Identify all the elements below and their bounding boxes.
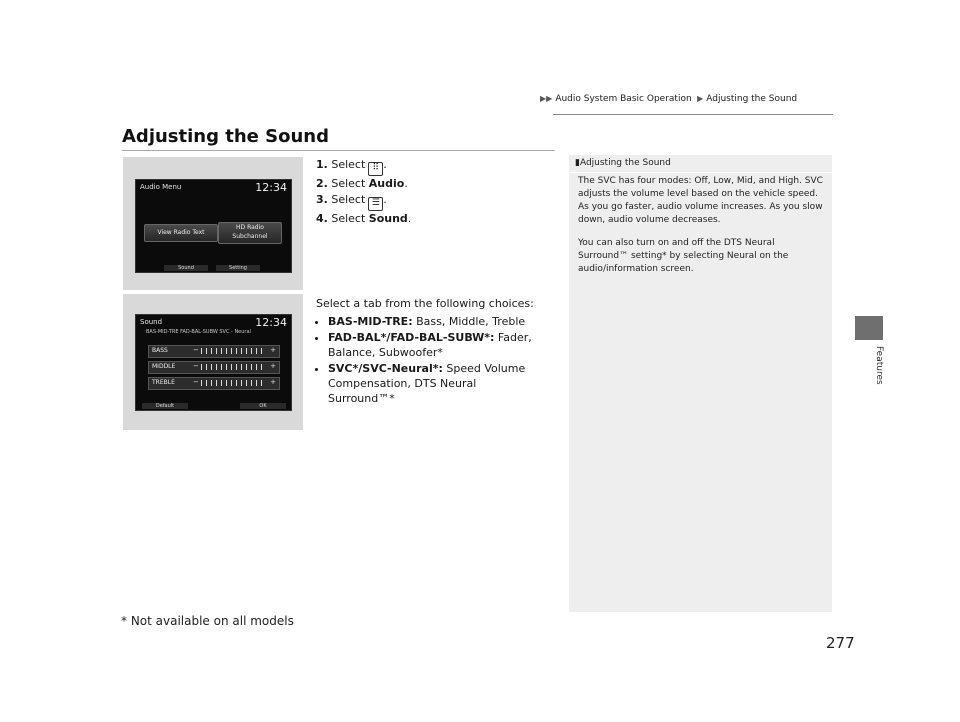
note-body <box>578 175 826 286</box>
screenshot-sound <box>123 294 303 430</box>
sound-screen <box>135 314 292 411</box>
section-tab <box>855 316 883 340</box>
minus-icon: − <box>193 346 199 354</box>
step-2: 2. Select Audio. <box>316 177 408 190</box>
note-paragraph: You can also turn on and off the DTS Neural Surround™ setting* by selecting Neural on the audio/information screen. <box>578 238 789 274</box>
audio-menu-screen <box>135 179 292 273</box>
footnote: * Not available on all models <box>121 614 294 628</box>
header-rule <box>553 114 833 115</box>
breadcrumb <box>540 94 797 104</box>
choices-intro: Select a tab from the following choices: <box>316 297 534 310</box>
page-title: Adjusting the Sound <box>122 126 329 147</box>
step-4: 4. Select Sound. <box>316 212 412 225</box>
setting-softkey: Setting <box>216 265 260 271</box>
title-rule <box>122 150 555 151</box>
eq-row-middle: MIDDLE − + <box>148 361 280 374</box>
eq-row-treble: TREBLE − + <box>148 377 280 390</box>
note-panel <box>569 155 832 612</box>
screenshot-audio-menu <box>123 157 303 290</box>
eq-scale <box>201 348 263 354</box>
breadcrumb-current: Adjusting the Sound <box>706 94 798 104</box>
eq-scale <box>201 380 263 386</box>
note-heading: ▮Adjusting the Sound <box>575 158 671 168</box>
eq-scale <box>201 364 263 370</box>
view-radio-text-button: View Radio Text <box>144 224 218 242</box>
screen-clock: 12:34 <box>255 316 287 329</box>
note-paragraph: The SVC has four modes: Off, Low, Mid, and High. SVC adjusts the volume level based on the vehicle speed. As you go faster, audio volume increases. As you slow down, audio volume decreases. <box>578 176 823 225</box>
choices <box>316 296 546 407</box>
plus-icon: + <box>270 362 276 370</box>
steps-list <box>316 157 411 227</box>
minus-icon: − <box>193 362 199 370</box>
step-1: 1. Select ⠿ . <box>316 157 411 176</box>
section-tab-label: Features <box>874 346 884 385</box>
plus-icon: + <box>270 346 276 354</box>
step-3: 3. Select ☰ . <box>316 192 411 211</box>
home-icon: ⠿ <box>368 162 383 176</box>
sound-softkey: Sound <box>164 265 208 271</box>
hd-radio-button: HD Radio Subchannel <box>218 222 282 244</box>
plus-icon: + <box>270 378 276 386</box>
minus-icon: − <box>193 378 199 386</box>
breadcrumb-parent: Audio System Basic Operation <box>555 94 692 104</box>
choice-item: • FAD-BAL*/FAD-BAL-SUBW*: Fader, Balance, Subwoofer* <box>328 330 546 360</box>
choice-item: • SVC*/SVC-Neural*: Speed Volume Compensation, DTS Neural Surround™* <box>328 361 546 406</box>
arrow-icon: ▶ <box>694 94 704 103</box>
sound-tabs: BAS-MID-TRE FAD-BAL-SUBW SVC - Neural <box>146 329 251 335</box>
screen-title: Sound <box>140 318 163 326</box>
eq-row-bass: BASS − + <box>148 345 280 358</box>
note-icon: ▮ <box>575 158 580 168</box>
arrow-icon: ▶▶ <box>540 94 553 103</box>
screen-clock: 12:34 <box>255 181 287 194</box>
choice-item: • BAS-MID-TRE: Bass, Middle, Treble <box>328 314 546 329</box>
default-softkey: Default <box>142 403 188 409</box>
page-number: 277 <box>826 634 855 652</box>
ok-softkey: OK <box>240 403 286 409</box>
menu-icon: ☰ <box>368 197 383 211</box>
screen-title: Audio Menu <box>140 183 182 191</box>
